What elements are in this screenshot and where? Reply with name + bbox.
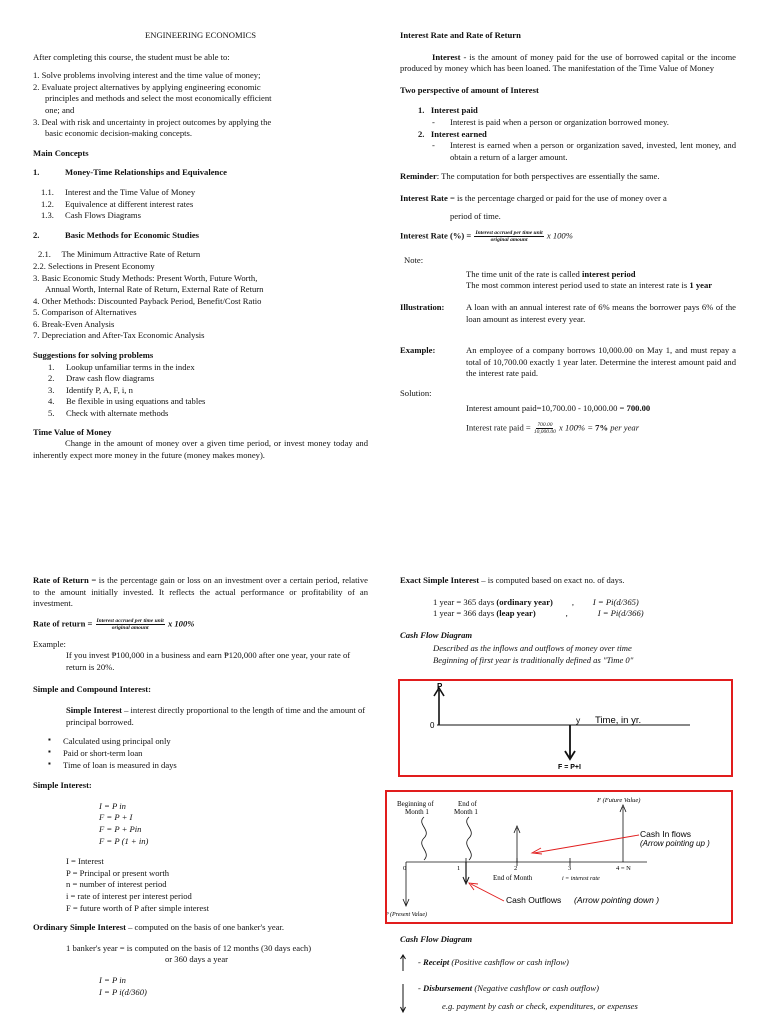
bullet-item: ▪ Paid or short-term loan [45,748,368,760]
example-label: Example: [400,345,436,356]
y-label: y [576,715,581,725]
solution-content [400,403,736,436]
beginning-label-2: Month 1 [405,808,429,816]
left-top-column [33,30,368,461]
variable-legend [33,856,368,914]
interest-paid-desc: - Interest is paid when a person or organization borrowed money. [432,116,669,127]
interest-earned-label: 2. Interest earned [418,128,487,139]
pointer-arrow-icon [532,848,542,854]
objective-3: 3. Deal with risk and uncertainty in project outcomes by applying the [33,116,272,127]
suggestions-list [33,362,368,420]
suggestion-item: 1. Lookup unfamiliar terms in the index [48,361,195,372]
ordinary-simple-interest-def: Ordinary Simple Interest – computed on the basis of one banker's year. [33,922,285,933]
main-concepts-heading: Main Concepts [33,147,89,158]
outflow-pointer [471,884,504,901]
cfd-legend-heading: Cash Flow Diagram [400,934,473,944]
exact-simple-interest-def: Exact Simple Interest – is computed based on exact no. of days. [400,575,625,585]
cash-inflows-note: (Arrow pointing up ) [640,839,710,848]
arrow-up-icon [400,954,412,972]
f-label: F = P+I [558,764,581,771]
concept-2-item: 6. Break-Even Analysis [33,318,115,329]
bullet-item: ▪ Time of loan is measured in days [45,760,368,772]
squiggle-icon [467,817,472,860]
cash-inflows-label: Cash In flows [640,829,692,839]
disbursement-example: e.g. payment by cash or check, expenditures, or expenses [442,1001,638,1012]
cfd-desc-line: Beginning of first year is traditionally defined as "Time 0" [433,654,634,665]
leap-year-line: 1 year = 366 days (leap year) , I = Pi(d/366) [433,608,644,619]
solution-label: Solution: [400,387,432,398]
formula: F = P + I [99,812,133,823]
formula: F = P + Pin [99,824,142,834]
interest-rate-def-cont: period of time. [450,210,501,221]
future-value-label: F (Future Value) [597,797,641,804]
ror-example-label: Example: [33,638,66,649]
objective-2-cont2: one; and [45,104,75,115]
tick-label: 4 = N [616,865,631,872]
formula: I = P i(d/360) [99,986,147,997]
concept-1-item: 1.3. Cash Flows Diagrams [41,210,141,221]
concept-2-list [33,249,368,342]
note-content [400,269,736,292]
interest-rate-label: i = interest rate [562,876,600,882]
formula: F = P (1 + in) [99,835,149,846]
legend-item: i = rate of interest per interest period [66,890,192,901]
concept-2-item: 3. Basic Economic Study Methods: Present Worth, Future Worth, [33,272,258,283]
concept-2-heading [33,230,368,242]
cash-flow-description [400,643,736,666]
right-bottom-column [400,575,736,667]
simple-cash-flow-diagram [398,679,733,777]
solution-line-1: Interest amount paid=10,700.00 - 10,000.00 = 700.00 [466,402,651,413]
arrow-down-icon [400,983,412,1013]
rate-of-return-formula: Rate of return = $\frac{\text{Interest accrued per time unit}}{\text{original amount}}$ x 100% [33,617,195,631]
time-label: Time, in yr. [595,715,642,726]
tick-label: 0 [403,865,407,872]
tick-label: 1 [457,865,461,872]
cash-outflows-label: Cash Outflows [506,895,562,905]
illustration-text: A loan with an annual interest rate of 6% means the borrower pays 6% of the loan amount as interest every year. [466,302,736,324]
right-top-column [400,30,736,435]
beginning-label: Beginning of [397,800,434,808]
illustration-label: Illustration: [400,302,445,312]
end-of-month-label: End of Month [493,874,533,882]
disbursement-text: - Disbursement (Negative cashflow or cash outflow) [418,982,599,993]
monthly-cfd-svg [387,792,731,922]
note-line-1: The time unit of the rate is called interest period [466,268,636,279]
rate-of-return-def: Rate of Return = is the percentage gain or loss on an investment over a certain period, relative to the amount initially invested. It reflects the actual performance or profitability of an investment. [33,575,368,609]
squiggle-icon [422,817,427,860]
solution-line-2: Interest rate paid = $\frac{700.00}{10,000.00}$ x 100% = 7% per year [466,422,640,436]
note-label: Note: [404,255,424,266]
simple-interest-bullets [33,736,368,771]
tick-label: 2 [514,865,518,872]
interest-earned-desc: - Interest is earned when a person or organization saved, invested, lent money, and obtain a return of a larger amount. [432,140,736,162]
ordinary-year-line: 1 year = 365 days (ordinary year) , I = Pi(d/365) [433,596,639,607]
legend-item: F = future worth of P after simple interest [66,902,209,913]
concept-1-list [33,187,368,222]
example-block [400,345,736,380]
disbursement-row [400,983,736,1013]
intro-text: After completing this course, the student must be able to: [33,51,230,62]
interest-rate-formula: Interest Rate (%) = $\frac{\text{Interest accrued per time unit}}{\text{original amount}}$ x 100% [400,230,573,244]
suggestion-item: 3. Identify P, A, F, i, n [48,384,133,395]
note-line-2: The most common interest period used to state an interest rate is 1 year [466,280,713,291]
concept-2-item: Annual Worth, Internal Rate of Return, External Rate of Return [45,284,264,295]
ror-example-text: If you invest ₱100,000 in a business and earn ₱120,000 after one year, your rate of return is 20%. [66,650,351,673]
monthly-cash-flow-diagram [385,790,733,924]
ordinary-interest-formulas [33,975,368,998]
simple-compound-heading: Simple and Compound Interest: [33,683,152,694]
concept-1-item: 1.1. Interest and the Time Value of Money [41,186,196,197]
end-label: End of [458,800,477,808]
receipt-text: - Receipt (Positive cashflow or cash inflow) [418,956,569,967]
simple-interest-formulas [33,801,368,847]
concept-1-heading [33,167,368,179]
objective-3-cont: basic economic decision-making concepts. [45,128,193,139]
receipt-row [400,954,736,972]
concept-2-item: 2.1. The Minimum Attractive Rate of Return [38,249,201,260]
reminder: Reminder: The computation for both perspectives are essentially the same. [400,171,660,182]
concept-1-item: 1.2. Equivalence at different interest rates [41,198,194,209]
bankers-year-cont: or 360 days a year [165,954,228,965]
concept-2-number: 2. [33,229,40,240]
formula: I = P in [99,974,126,985]
legend-item: n = number of interest period [66,879,167,890]
two-perspective-heading: Two perspective of amount of Interest [400,84,539,95]
cash-flow-diagram-heading: Cash Flow Diagram [400,629,473,640]
concept-2-title: Basic Methods for Economic Studies [65,229,200,240]
tick-label: 3 [568,865,572,872]
interest-definition: Interest - is the amount of money paid for the use of borrowed capital or the income produced by money which has been loaned. The manifestation of the Time Value of Money [400,51,736,74]
interest-paid-label: 1. Interest paid [418,105,478,116]
year-types [400,597,736,620]
concept-2-item: 2.2. Selections in Present Economy [33,260,155,271]
interest-term: Interest [432,51,461,62]
disbursement-content [418,983,638,1013]
example-text: An employee of a company borrows 10,000.00 on May 1, and must repay a total of 10,700.00 exactly 1 year later. Determine the interest amount paid and the interest rate paid. [466,345,736,379]
legend-item: I = Interest [66,856,104,867]
simple-interest-def: Simple Interest – interest directly proportional to the length of time and the amount of principal borrowed. [66,705,366,727]
course-title: ENGINEERING ECONOMICS [145,30,256,40]
simple-cfd-svg [400,681,731,775]
simple-interest-heading: Simple Interest: [33,780,92,791]
tvm-heading: Time Value of Money [33,426,112,437]
objective-1: 1. Solve problems involving interest and the time value of money; [33,70,261,81]
interest-rate-heading: Interest Rate and Rate of Return [400,30,521,40]
suggestion-item: 5. Check with alternate methods [48,408,169,419]
left-bottom-column [33,575,368,998]
objective-2-cont: principles and methods and select the most economically efficient [45,93,272,104]
present-value-label: P (Present Value) [387,912,427,918]
formula: I = P in [99,800,126,811]
p-label: P [437,682,443,691]
illustration-block [400,302,736,325]
concept-2-item: 5. Comparison of Alternatives [33,307,137,318]
suggestion-item: 4. Be flexible in using equations and tables [48,396,206,407]
bankers-year: 1 banker's year = is computed on the basis of 12 months (30 days each) [66,942,312,953]
zero-label: 0 [430,721,435,730]
cash-flow-legend [400,934,736,1013]
suggestions-heading: Suggestions for solving problems [33,350,154,361]
cash-outflows-note: (Arrow pointing down ) [574,895,660,905]
concept-2-item: 4. Other Methods: Discounted Payback Period, Benefit/Cost Ratio [33,295,262,306]
interest-rate-def: Interest Rate = is the percentage charged or paid for the use of money over a [400,192,667,203]
concept-2-item: 7. Depreciation and After-Tax Economic Analysis [33,330,205,341]
bullet-item: ▪ Calculated using principal only [45,736,368,748]
concept-1-number: 1. [33,167,40,178]
tvm-text: Change in the amount of money over a given time period, or invest money today and inherently expect more money in the future (money makes money). [33,438,368,460]
suggestion-item: 2. Draw cash flow diagrams [48,373,155,384]
perspective-list [400,105,736,163]
legend-item: P = Principal or present worth [66,867,170,878]
concept-1-title: Money-Time Relationships and Equivalence [65,167,227,178]
end-label-2: Month 1 [454,808,478,816]
objective-2: 2. Evaluate project alternatives by applying engineering economic [33,81,261,92]
cfd-desc-line: Described as the inflows and outflows of money over time [433,643,632,654]
